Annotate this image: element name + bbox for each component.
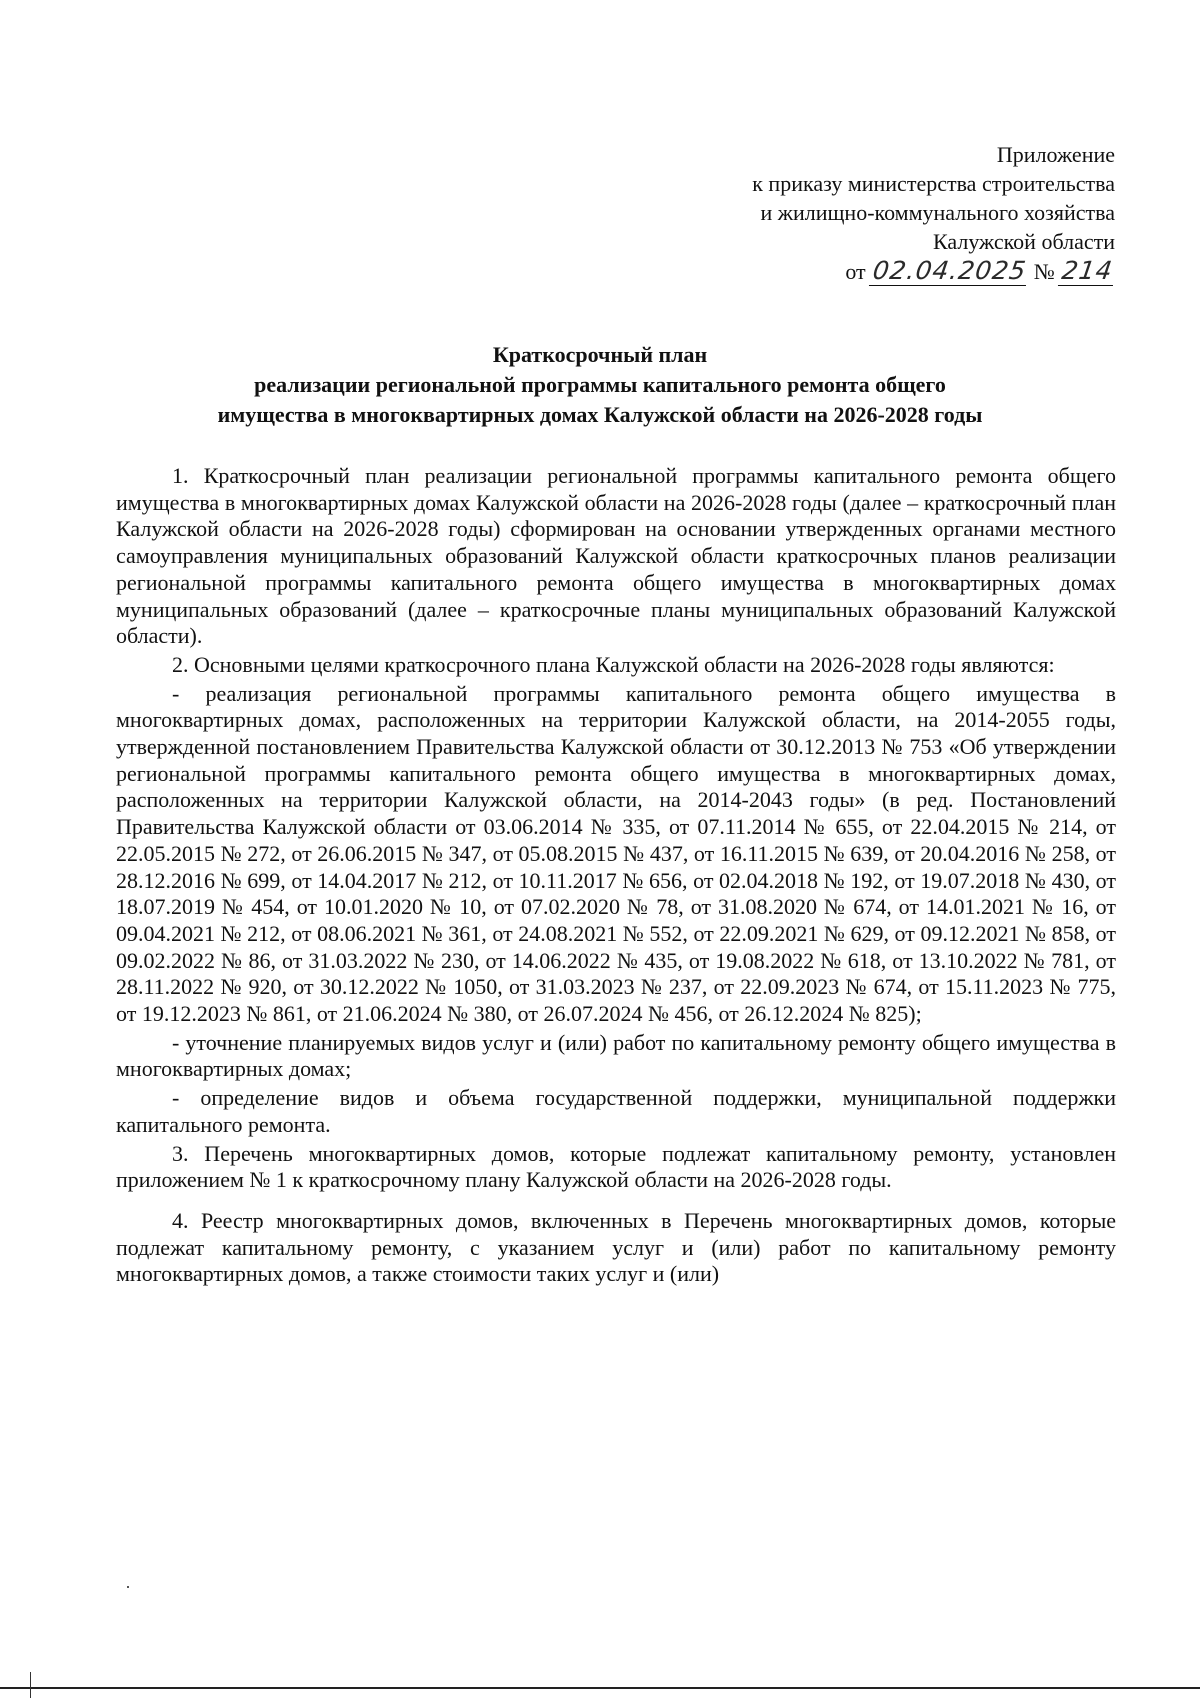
- appendix-header: [752, 140, 1115, 286]
- paragraph-goal-2: - уточнение планируемых видов услуг и (или) работ по капитальному ремонту общего имущества в многоквартирных домах;: [116, 1029, 1116, 1082]
- title-line-1: Краткосрочный план: [492, 342, 708, 367]
- paragraph-goal-1: - реализация региональной программы капитального ремонта общего имущества в многоквартирных домах, расположенных на территории Калужской области, на 2014-2055 годы, утвержденной постановлением Правительства Калужской области от 30.12.2013 № 753 «Об утверждении региональной программы капитального ремонта общего имущества в многоквартирных домах, расположенных на территории Калужской области, на 2014-2043 годы» (в ред. Постановлений Правительства Калужской области от 03.06.2014 № 335, от 07.11.2014 № 655, от 22.04.2015 № 214, от 22.05.2015 № 272, от 26.06.2015 № 347, от 05.08.2015 № 437, от 16.11.2015 № 639, от 20.04.2016 № 258, от 28.12.2016 № 699, от 14.04.2017 № 212, от 10.11.2017 № 656, от 02.04.2018 № 192, от 19.07.2018 № 430, от 18.07.2019 № 454, от 10.01.2020 № 10, от 07.02.2020 № 78, от 31.08.2020 № 674, от 14.01.2021 № 16, от 09.04.2021 № 212, от 08.06.2021 № 361, от 24.08.2021 № 552, от 22.09.2021 № 629, от 09.12.2021 № 858, от 09.02.2022 № 86, от 31.03.2022 № 230, от 14.06.2022 № 435, от 19.08.2022 № 618, от 13.10.2022 № 781, от 28.11.2022 № 920, от 30.12.2022 № 1050, от 31.03.2023 № 237, от 22.09.2023 № 674, от 15.11.2023 № 775, от 19.12.2023 № 861, от 21.06.2024 № 380, от 26.07.2024 № 456, от 26.12.2024 № 825);: [116, 680, 1116, 1027]
- document-title: [100, 340, 1100, 430]
- appendix-order-ref: к приказу министерства строительства: [752, 171, 1115, 196]
- scan-edge-bottom: [0, 1687, 1200, 1689]
- scan-edge-left: [0, 1672, 31, 1698]
- paragraph-4: 4. Реестр многоквартирных домов, включенных в Перечень многоквартирных домов, которые подлежат капитальному ремонту, с указанием услуг и (или) работ по капитальному ремонту многоквартирных домов, а также стоимости таких услуг и (или): [116, 1207, 1116, 1287]
- appendix-title: Приложение: [996, 142, 1115, 167]
- appendix-date-line: [752, 256, 1115, 286]
- title-line-2: реализации региональной программы капитального ремонта общего: [254, 372, 946, 397]
- paragraph-goal-3: - определение видов и объема государственной поддержки, муниципальной поддержки капитального ремонта.: [116, 1085, 1116, 1137]
- title-line-3: имущества в многоквартирных домах Калужской области на 2026-2028 годы: [217, 402, 983, 427]
- handwritten-date: 02.04.2025: [869, 256, 1030, 286]
- scan-speck: [127, 1586, 129, 1588]
- handwritten-number: 214: [1058, 256, 1117, 286]
- appendix-region: Калужской области: [933, 229, 1115, 254]
- paragraph-1: 1. Краткосрочный план реализации региональной программы капитального ремонта общего имущества в многоквартирных домах Калужской области на 2026-2028 годы (далее – краткосрочный план Калужской области на 2026-2028 годы) сформирован на основании утвержденных органами местного самоуправления муниципальных образований Калужской области краткосрочных планов реализации региональной программы капитального ремонта общего имущества в многоквартирных домах муниципальных образований (далее – краткосрочные планы муниципальных образований Калужской области).: [116, 463, 1116, 649]
- document-body: [116, 463, 1116, 1290]
- paragraph-3: 3. Перечень многоквартирных домов, которые подлежат капитальному ремонту, установлен приложением № 1 к краткосрочному плану Калужской области на 2026-2028 годы.: [116, 1140, 1116, 1193]
- paragraph-2: 2. Основными целями краткосрочного плана Калужской области на 2026-2028 годы являются:: [172, 651, 1055, 677]
- appendix-ministry: и жилищно-коммунального хозяйства: [760, 200, 1115, 225]
- date-prefix: от: [845, 259, 866, 284]
- number-sign: №: [1033, 259, 1055, 284]
